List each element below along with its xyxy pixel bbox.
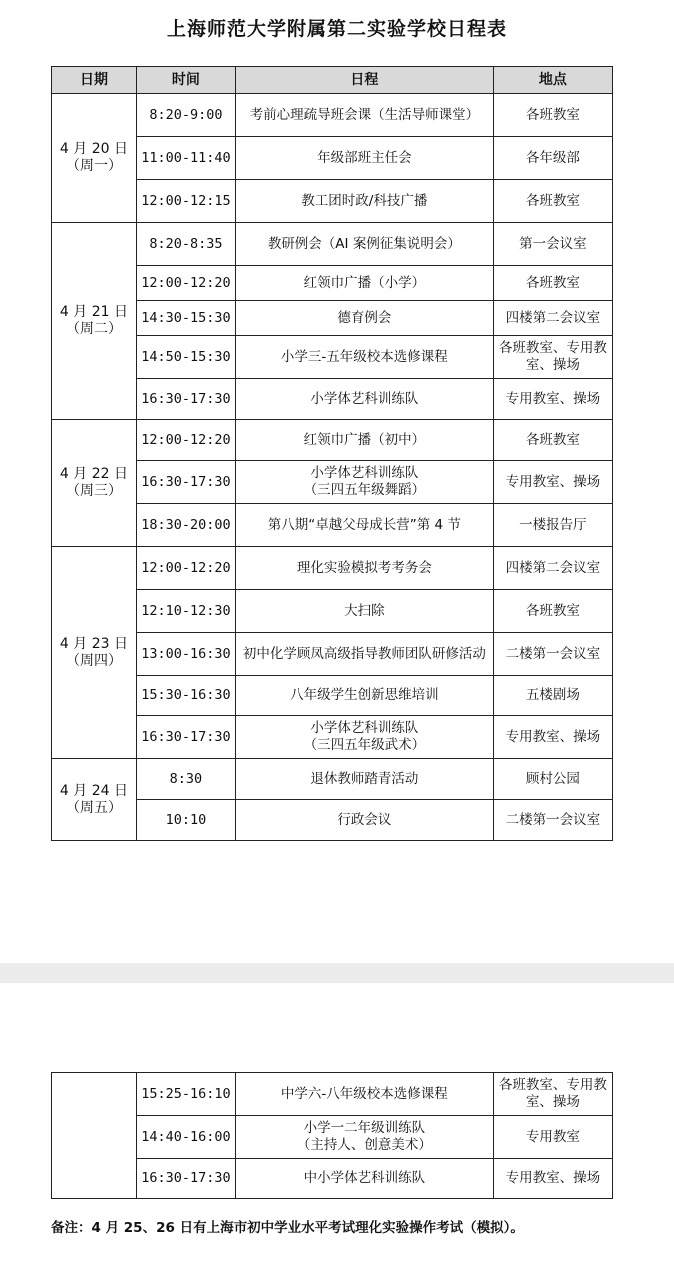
- time-cell: 16:30-17:30: [136, 1159, 235, 1199]
- date-text: 4 月 22 日: [59, 466, 128, 482]
- event-cell: 小学体艺科训练队: [235, 379, 493, 420]
- event-cell: 行政会议: [235, 800, 493, 841]
- table-row: [52, 336, 613, 379]
- date-text: 4 月 21 日: [59, 304, 128, 320]
- header-date: 日期: [52, 67, 137, 94]
- date-cell: [52, 759, 137, 841]
- time-cell: 8:30: [136, 759, 235, 800]
- place-cell: 各班教室: [493, 266, 612, 301]
- table-row: [52, 301, 613, 336]
- weekday-text: （周二）: [65, 321, 122, 337]
- place-cell: 专用教室、操场: [493, 1159, 612, 1199]
- event-cell: 小学三-五年级校本选修课程: [235, 336, 493, 379]
- table-row: [52, 180, 613, 223]
- header-event: 日程: [235, 67, 493, 94]
- table-row: [52, 1159, 613, 1199]
- event-cell: 第八期“卓越父母成长营”第 4 节: [235, 504, 493, 547]
- weekday-text: （周四）: [65, 652, 122, 669]
- table-row: [52, 420, 613, 461]
- table-row: [52, 223, 613, 266]
- time-cell: 14:50-15:30: [136, 336, 235, 379]
- date-cell: [52, 1073, 137, 1199]
- place-cell: 专用教室、操场: [493, 461, 612, 504]
- time-cell: 16:30-17:30: [136, 461, 235, 504]
- time-cell: 13:00-16:30: [136, 633, 235, 676]
- time-cell: 12:00-12:20: [136, 547, 235, 590]
- place-cell: 二楼第一会议室: [493, 800, 612, 841]
- event-line: 小学体艺科训练队: [310, 720, 419, 736]
- place-cell: 各班教室: [493, 590, 612, 633]
- event-cell: 教工团时政/科技广播: [235, 180, 493, 223]
- date-cell: [52, 547, 137, 759]
- time-cell: 12:00-12:20: [136, 266, 235, 301]
- place-cell: 专用教室、操场: [493, 716, 612, 759]
- event-cell: 退休教师踏青活动: [235, 759, 493, 800]
- place-cell: 四楼第二会议室: [493, 547, 612, 590]
- weekday-text: （周五）: [65, 799, 122, 816]
- schedule-table-continued: [51, 1072, 613, 1199]
- table-row: [52, 266, 613, 301]
- time-cell: 12:00-12:20: [136, 420, 235, 461]
- table-row: [52, 94, 613, 137]
- event-line: 小学体艺科训练队: [310, 465, 419, 481]
- schedule-table: [51, 66, 613, 841]
- event-cell: [235, 1116, 493, 1159]
- event-cell: 教研例会（AI 案例征集说明会）: [235, 223, 493, 266]
- header-place: 地点: [493, 67, 612, 94]
- table-row: [52, 461, 613, 504]
- time-cell: 14:40-16:00: [136, 1116, 235, 1159]
- table-header-row: [52, 67, 613, 94]
- table-row: [52, 547, 613, 590]
- event-cell: 大扫除: [235, 590, 493, 633]
- time-cell: 18:30-20:00: [136, 504, 235, 547]
- event-cell: 八年级学生创新思维培训: [235, 676, 493, 716]
- time-cell: 14:30-15:30: [136, 301, 235, 336]
- event-cell: 考前心理疏导班会课（生活导师课堂）: [235, 94, 493, 137]
- event-cell: 理化实验模拟考考务会: [235, 547, 493, 590]
- event-cell: 红领巾广播（初中）: [235, 420, 493, 461]
- place-cell: 第一会议室: [493, 223, 612, 266]
- event-line-sub: （三四五年级武术）: [303, 737, 426, 753]
- table-row: [52, 379, 613, 420]
- place-cell: 专用教室: [493, 1116, 612, 1159]
- place-cell: 四楼第二会议室: [493, 301, 612, 336]
- table-row: [52, 759, 613, 800]
- table-row: [52, 137, 613, 180]
- date-text: 4 月 20 日: [59, 141, 128, 157]
- date-text: 4 月 23 日: [59, 635, 128, 652]
- event-line: 小学一二年级训练队: [303, 1120, 426, 1136]
- place-cell: 各班教室: [493, 180, 612, 223]
- table-row: [52, 800, 613, 841]
- event-cell: 德育例会: [235, 301, 493, 336]
- time-cell: 15:25-16:10: [136, 1073, 235, 1116]
- event-cell: 红领巾广播（小学）: [235, 266, 493, 301]
- time-cell: 8:20-8:35: [136, 223, 235, 266]
- date-cell: [52, 94, 137, 223]
- event-cell: 中学六-八年级校本选修课程: [235, 1073, 493, 1116]
- page-title: 上海师范大学附属第二实验学校日程表: [166, 18, 507, 40]
- time-cell: 8:20-9:00: [136, 94, 235, 137]
- event-cell: 年级部班主任会: [235, 137, 493, 180]
- table-row: [52, 504, 613, 547]
- time-cell: 12:10-12:30: [136, 590, 235, 633]
- date-text: 4 月 24 日: [59, 782, 128, 799]
- table-row: [52, 633, 613, 676]
- place-cell: 各年级部: [493, 137, 612, 180]
- place-cell: 各班教室: [493, 420, 612, 461]
- place-cell: 各班教室、专用教室、操场: [493, 336, 612, 379]
- event-cell: [235, 716, 493, 759]
- event-cell: [235, 461, 493, 504]
- time-cell: 16:30-17:30: [136, 379, 235, 420]
- place-cell: 五楼剧场: [493, 676, 612, 716]
- time-cell: 16:30-17:30: [136, 716, 235, 759]
- event-cell: 初中化学顾凤高级指导教师团队研修活动: [235, 633, 493, 676]
- place-cell: 顾村公园: [493, 759, 612, 800]
- table-row: [52, 716, 613, 759]
- date-cell: [52, 420, 137, 547]
- place-cell: 一楼报告厅: [493, 504, 612, 547]
- table-row: [52, 1073, 613, 1116]
- table-row: [52, 676, 613, 716]
- date-cell: [52, 223, 137, 420]
- time-cell: 12:00-12:15: [136, 180, 235, 223]
- weekday-text: （周一）: [65, 158, 122, 174]
- page-break: [0, 963, 674, 983]
- time-cell: 15:30-16:30: [136, 676, 235, 716]
- time-cell: 11:00-11:40: [136, 137, 235, 180]
- place-cell: 专用教室、操场: [493, 379, 612, 420]
- footnote: 备注：4 月 25、26 日有上海市初中学业水平考试理化实验操作考试（模拟）。: [51, 1220, 524, 1236]
- place-cell: 各班教室: [493, 94, 612, 137]
- table-row: [52, 590, 613, 633]
- weekday-text: （周三）: [65, 483, 122, 499]
- table-row: [52, 1116, 613, 1159]
- event-line-sub: （主持人、创意美术）: [296, 1137, 432, 1153]
- place-cell: 各班教室、专用教室、操场: [493, 1073, 612, 1116]
- event-line-sub: （三四五年级舞蹈）: [303, 482, 426, 498]
- time-cell: 10:10: [136, 800, 235, 841]
- header-time: 时间: [136, 67, 235, 94]
- event-cell: 中小学体艺科训练队: [235, 1159, 493, 1199]
- place-cell: 二楼第一会议室: [493, 633, 612, 676]
